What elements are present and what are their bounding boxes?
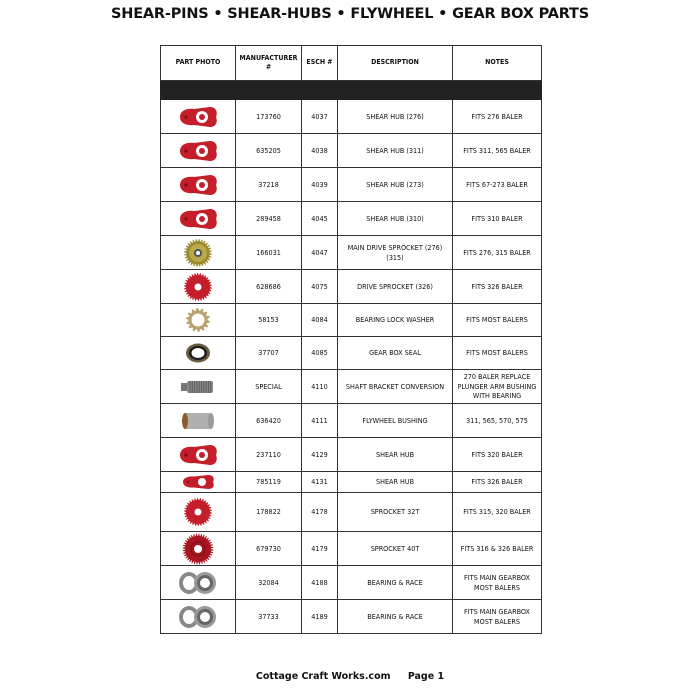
esch-cell: 4085 <box>302 337 338 370</box>
bushing-icon <box>163 410 233 432</box>
table-row <box>161 600 542 634</box>
footer-page: Page 1 <box>407 671 445 682</box>
header-manufacturer: MANUFACTURER # <box>236 46 302 81</box>
table-row <box>161 304 542 337</box>
part-photo <box>161 236 236 270</box>
notes-cell: FITS 326 BALER <box>453 270 542 304</box>
table-row <box>161 202 542 236</box>
table-row <box>161 493 542 532</box>
description-cell: BEARING & RACE <box>338 600 453 634</box>
notes-cell: FITS 276 BALER <box>453 100 542 134</box>
notes-cell: FITS MOST BALERS <box>453 337 542 370</box>
part-photo <box>161 134 236 168</box>
esch-cell: 4179 <box>302 532 338 566</box>
manufacturer-cell: SPECIAL <box>236 370 302 404</box>
table-row <box>161 337 542 370</box>
table-row <box>161 438 542 472</box>
manufacturer-cell: 178822 <box>236 493 302 532</box>
table-row <box>161 236 542 270</box>
shear-hub-icon <box>163 442 233 468</box>
header-description: DESCRIPTION <box>338 46 453 81</box>
manufacturer-cell: 237110 <box>236 438 302 472</box>
table-row <box>161 566 542 600</box>
esch-cell: 4110 <box>302 370 338 404</box>
manufacturer-cell: 635205 <box>236 134 302 168</box>
table-row <box>161 370 542 404</box>
manufacturer-cell: 37707 <box>236 337 302 370</box>
table-row <box>161 134 542 168</box>
part-photo <box>161 370 236 404</box>
manufacturer-cell: 37218 <box>236 168 302 202</box>
notes-cell: FITS 316 & 326 BALER <box>453 532 542 566</box>
esch-cell: 4189 <box>302 600 338 634</box>
esch-cell: 4131 <box>302 472 338 493</box>
header-part-photo: PART PHOTO <box>161 46 236 81</box>
sprocket-red-icon <box>163 497 233 527</box>
manufacturer-cell: 636420 <box>236 404 302 438</box>
notes-cell: FITS 67-273 BALER <box>453 168 542 202</box>
manufacturer-cell: 173760 <box>236 100 302 134</box>
notes-cell: FITS MAIN GEARBOX MOST BALERS <box>453 566 542 600</box>
esch-cell: 4178 <box>302 493 338 532</box>
description-cell: SHEAR HUB (273) <box>338 168 453 202</box>
part-photo <box>161 168 236 202</box>
table-row <box>161 270 542 304</box>
esch-cell: 4084 <box>302 304 338 337</box>
lock-washer-icon <box>163 307 233 333</box>
esch-cell: 4047 <box>302 236 338 270</box>
shear-hub-icon <box>163 104 233 130</box>
notes-cell: 270 BALER REPLACE PLUNGER ARM BUSHING WITH BEARING <box>453 370 542 404</box>
sprocket-gold-icon <box>163 238 233 268</box>
table-row <box>161 404 542 438</box>
bearing-icon <box>163 604 233 630</box>
part-photo <box>161 202 236 236</box>
part-photo <box>161 270 236 304</box>
manufacturer-cell: 58153 <box>236 304 302 337</box>
bearing-icon <box>163 570 233 596</box>
header-band <box>161 81 542 100</box>
table-row <box>161 472 542 493</box>
page-title: SHEAR-PINS • SHEAR-HUBS • FLYWHEEL • GEAR BOX PARTS <box>111 6 589 22</box>
description-cell: SHEAR HUB (276) <box>338 100 453 134</box>
description-cell: MAIN DRIVE SPROCKET (276) (315) <box>338 236 453 270</box>
page-footer <box>0 671 700 682</box>
description-cell: FLYWHEEL BUSHING <box>338 404 453 438</box>
description-cell: GEAR BOX SEAL <box>338 337 453 370</box>
sprocket-red-icon <box>163 272 233 302</box>
description-cell: SHEAR HUB <box>338 472 453 493</box>
part-photo <box>161 304 236 337</box>
esch-cell: 4037 <box>302 100 338 134</box>
description-cell: BEARING LOCK WASHER <box>338 304 453 337</box>
sprocket-red-dark-icon <box>163 533 233 565</box>
part-photo <box>161 100 236 134</box>
manufacturer-cell: 166031 <box>236 236 302 270</box>
parts-table <box>160 45 542 634</box>
part-photo <box>161 566 236 600</box>
shaft-icon <box>163 379 233 395</box>
shear-hub-icon <box>163 138 233 164</box>
header-notes: NOTES <box>453 46 542 81</box>
description-cell: SHEAR HUB <box>338 438 453 472</box>
part-photo <box>161 532 236 566</box>
esch-cell: 4129 <box>302 438 338 472</box>
notes-cell: FITS 326 BALER <box>453 472 542 493</box>
esch-cell: 4038 <box>302 134 338 168</box>
notes-cell: FITS MAIN GEARBOX MOST BALERS <box>453 600 542 634</box>
shear-hub-icon <box>163 172 233 198</box>
description-cell: SHEAR HUB (311) <box>338 134 453 168</box>
esch-cell: 4039 <box>302 168 338 202</box>
manufacturer-cell: 289458 <box>236 202 302 236</box>
manufacturer-cell: 37733 <box>236 600 302 634</box>
esch-cell: 4075 <box>302 270 338 304</box>
notes-cell: FITS 315, 320 BALER <box>453 493 542 532</box>
manufacturer-cell: 32084 <box>236 566 302 600</box>
manufacturer-cell: 628686 <box>236 270 302 304</box>
part-photo <box>161 438 236 472</box>
notes-cell: FITS 310 BALER <box>453 202 542 236</box>
esch-cell: 4045 <box>302 202 338 236</box>
description-cell: SHEAR HUB (310) <box>338 202 453 236</box>
header-esch: ESCH # <box>302 46 338 81</box>
table-row <box>161 168 542 202</box>
description-cell: SPROCKET 32T <box>338 493 453 532</box>
notes-cell: FITS 320 BALER <box>453 438 542 472</box>
description-cell: SPROCKET 40T <box>338 532 453 566</box>
seal-icon <box>163 342 233 364</box>
notes-cell: FITS 311, 565 BALER <box>453 134 542 168</box>
esch-cell: 4111 <box>302 404 338 438</box>
esch-cell: 4188 <box>302 566 338 600</box>
table-header-row <box>161 46 542 81</box>
part-photo <box>161 337 236 370</box>
notes-cell: FITS MOST BALERS <box>453 304 542 337</box>
part-photo <box>161 404 236 438</box>
header-band-cell <box>161 81 542 100</box>
notes-cell: 311, 565, 570, 575 <box>453 404 542 438</box>
part-photo <box>161 600 236 634</box>
table-row <box>161 100 542 134</box>
shear-hub-icon <box>163 206 233 232</box>
notes-cell: FITS 276, 315 BALER <box>453 236 542 270</box>
description-cell: DRIVE SPROCKET (326) <box>338 270 453 304</box>
part-photo <box>161 493 236 532</box>
description-cell: BEARING & RACE <box>338 566 453 600</box>
description-cell: SHAFT BRACKET CONVERSION <box>338 370 453 404</box>
manufacturer-cell: 679730 <box>236 532 302 566</box>
footer-site: Cottage Craft Works.com <box>255 671 391 682</box>
part-photo <box>161 472 236 493</box>
manufacturer-cell: 785119 <box>236 472 302 493</box>
table-row <box>161 532 542 566</box>
shear-hub-small-icon <box>163 473 233 491</box>
